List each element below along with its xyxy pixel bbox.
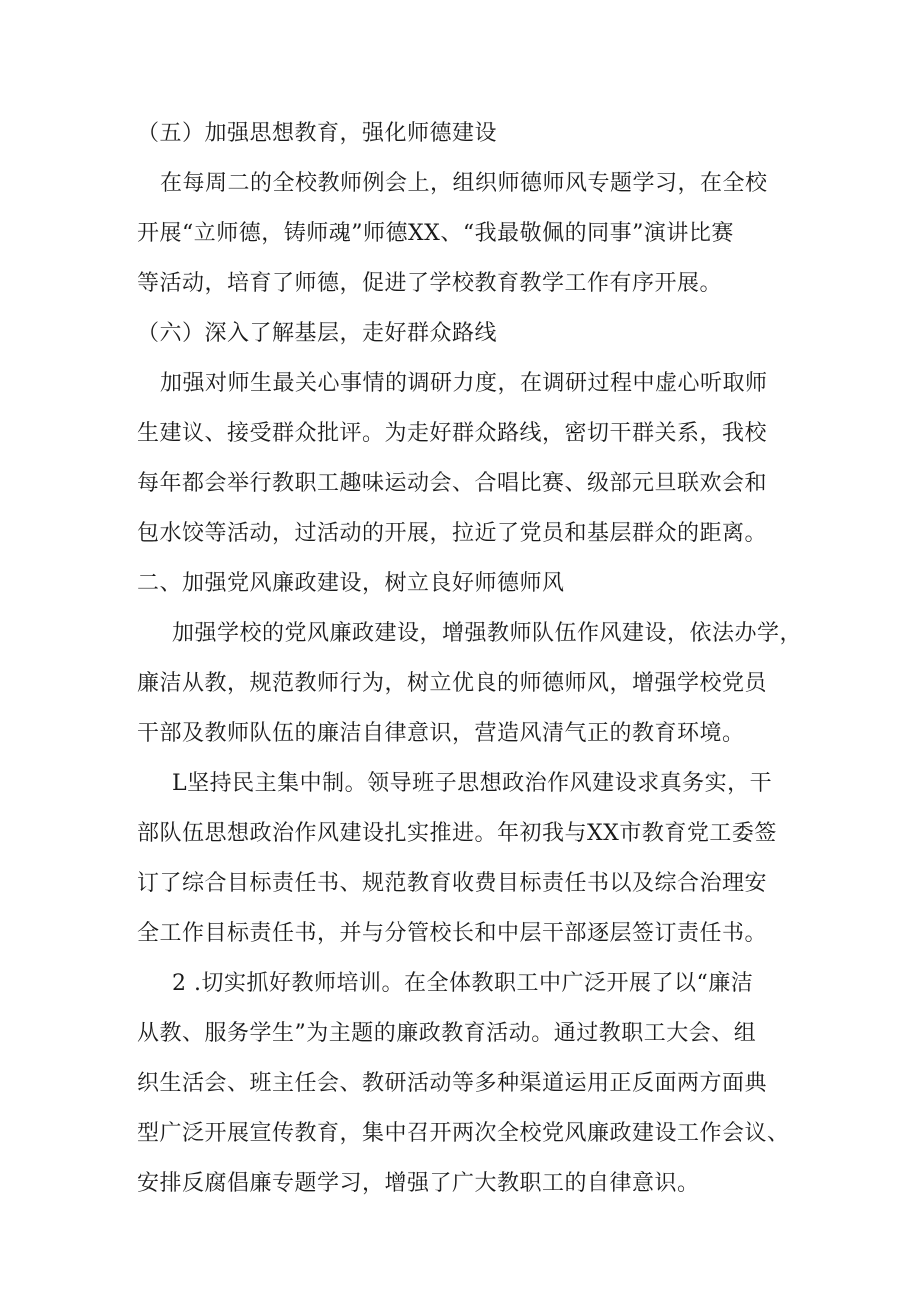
paragraph-line: 包水饺等活动，过活动的开展，拉近了党员和基层群众的距离。	[137, 521, 768, 546]
paragraph-line: 生建议、接受群众批评。为走好群众路线，密切干群关系，我校	[137, 421, 768, 446]
paragraph-line: 加强学校的党风廉政建设，增强教师队伍作风建设，依法办学，	[172, 621, 803, 646]
heading-part-2: 二、加强党风廉政建设，树立良好师德师风	[137, 571, 565, 596]
paragraph-line: 订了综合目标责任书、规范教育收费目标责任书以及综合治理安	[137, 871, 768, 896]
paragraph-line: 在每周二的全校教师例会上，组织师德师风专题学习，在全校	[160, 171, 768, 196]
paragraph-line: 从教、服务学生”为主题的廉政教育活动。通过教职工大会、组	[137, 1021, 757, 1046]
paragraph-line: 干部及教师队伍的廉洁自律意识，营造风清气正的教育环境。	[137, 721, 745, 746]
paragraph-line: 廉洁从教，规范教师行为，树立优良的师德师风，增强学校党员	[137, 671, 768, 696]
paragraph-line: L坚持民主集中制。领导班子思想政治作风建设求真务实，干	[172, 771, 773, 796]
paragraph-line: 每年都会举行教职工趣味运动会、合唱比赛、级部元旦联欢会和	[137, 471, 768, 496]
paragraph-line: 加强对师生最关心事情的调研力度，在调研过程中虚心听取师	[160, 371, 768, 396]
heading-section-5: （五）加强思想教育，强化师德建设	[137, 121, 498, 146]
paragraph-line: 等活动，培育了师德，促进了学校教育教学工作有序开展。	[137, 271, 723, 296]
paragraph-line: 型广泛开展宣传教育，集中召开两次全校党风廉政建设工作会议、	[137, 1121, 790, 1146]
paragraph-line: 全工作目标责任书，并与分管校长和中层干部逐层签订责任书。	[137, 921, 768, 946]
paragraph-line: 2 .切实抓好教师培训。在全体教职工中广泛开展了以“廉洁	[172, 971, 754, 996]
paragraph-line: 开展“立师德，铸师魂”师德XX、“我最敬佩的同事”演讲比赛	[137, 221, 734, 246]
paragraph-line: 织生活会、班主任会、教研活动等多种渠道运用正反面两方面典	[137, 1071, 768, 1096]
paragraph-line: 部队伍思想政治作风建设扎实推进。年初我与XX市教育党工委签	[137, 821, 777, 846]
paragraph-line: 安排反腐倡廉专题学习，增强了广大教职工的自律意识。	[137, 1171, 700, 1196]
heading-section-6: （六）深入了解基层，走好群众路线	[137, 321, 498, 346]
